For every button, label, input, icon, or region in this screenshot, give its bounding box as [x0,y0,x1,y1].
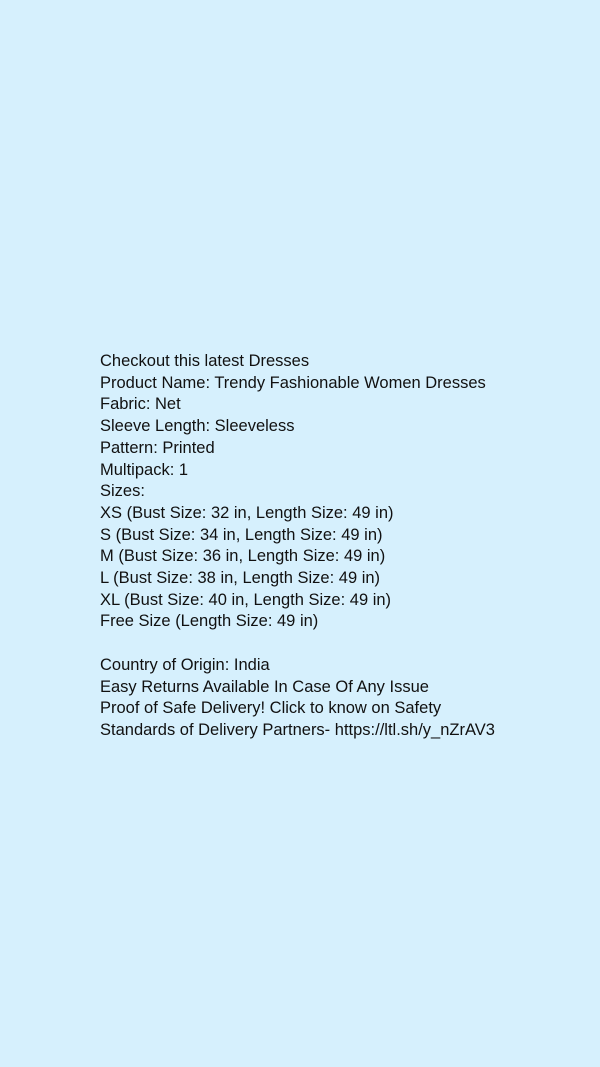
country-of-origin-line: Country of Origin: India [100,655,270,674]
product-description [100,351,580,742]
product-name-line: Product Name: Trendy Fashionable Women Dresses [100,373,486,392]
delivery-line-1: Proof of Safe Delivery! Click to know on Safety [100,699,442,718]
size-l-line: L (Bust Size: 38 in, Length Size: 49 in) [100,569,381,588]
returns-line: Easy Returns Available In Case Of Any Issue [100,677,429,696]
heading-line: Checkout this latest Dresses [100,352,310,370]
sizes-label: Sizes: [100,482,145,501]
size-s-line: S (Bust Size: 34 in, Length Size: 49 in) [100,525,383,544]
multipack-line: Multipack: 1 [100,460,189,479]
size-xl-line: XL (Bust Size: 40 in, Length Size: 49 in) [100,590,392,609]
sleeve-length-line: Sleeve Length: Sleeveless [100,417,295,436]
delivery-line-2: Standards of Delivery Partners- https://ltl.sh/y_nZrAV3 [100,720,495,739]
fabric-line: Fabric: Net [100,395,181,414]
size-m-line: M (Bust Size: 36 in, Length Size: 49 in) [100,547,386,566]
pattern-line: Pattern: Printed [100,438,215,457]
size-free-line: Free Size (Length Size: 49 in) [100,612,319,631]
blank-spacer [100,633,580,655]
size-xs-line: XS (Bust Size: 32 in, Length Size: 49 in) [100,503,394,522]
